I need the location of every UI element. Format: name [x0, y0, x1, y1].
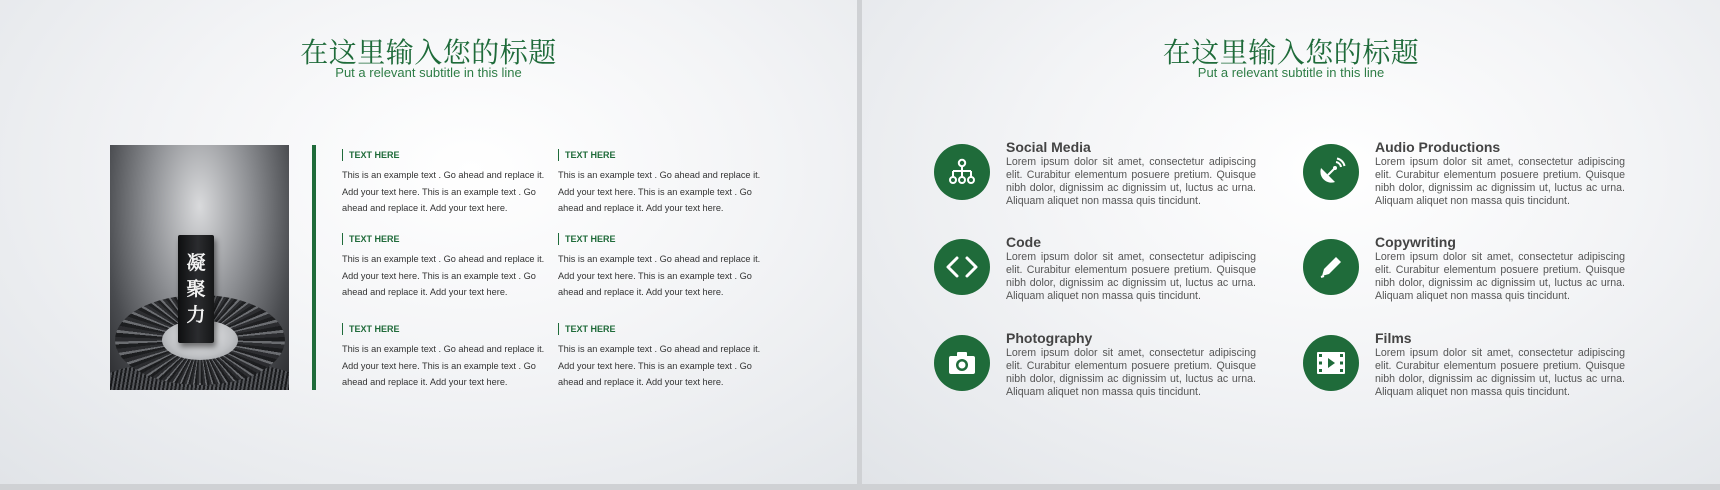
service-description: Lorem ipsum dolor sit amet, consectetur adipiscing elit. Curabitur elementum posuere pretium. Quisque nibh dolor, dignissim ac dignissim ut, luctus ac urna. Aliquam aliquet non massa quis tincidunt.	[1006, 347, 1256, 398]
slide-left	[0, 0, 857, 484]
text-block-body: This is an example text . Go ahead and replace it. Add your text here. This is an example text . Go ahead and replace it. Add your text here.	[558, 254, 761, 297]
service-item	[1303, 234, 1643, 304]
text-block-heading: TEXT HERE	[342, 149, 547, 161]
service-title: Code	[1006, 234, 1041, 250]
text-block-heading: TEXT HERE	[342, 323, 547, 335]
pencil-icon	[1303, 239, 1359, 295]
service-item	[1303, 139, 1643, 209]
magnet-photo	[110, 145, 289, 390]
photo-block	[178, 235, 214, 343]
photo-char: 聚	[186, 278, 206, 300]
service-description: Lorem ipsum dolor sit amet, consectetur adipiscing elit. Curabitur elementum posuere pretium. Quisque nibh dolor, dignissim ac dignissim ut, luctus ac urna. Aliquam aliquet non massa quis tincidunt.	[1006, 251, 1256, 302]
text-block-body: This is an example text . Go ahead and replace it. Add your text here. This is an example text . Go ahead and replace it. Add your text here.	[558, 170, 761, 213]
service-title: Photography	[1006, 330, 1093, 346]
slide-right	[862, 0, 1720, 484]
slide-subtitle: Put a relevant subtitle in this line	[1197, 65, 1385, 80]
text-block	[558, 149, 763, 217]
service-description: Lorem ipsum dolor sit amet, consectetur adipiscing elit. Curabitur elementum posuere pretium. Quisque nibh dolor, dignissim ac dignissim ut, luctus ac urna. Aliquam aliquet non massa quis tincidunt.	[1375, 347, 1625, 398]
text-block-heading: TEXT HERE	[558, 149, 763, 161]
service-item	[934, 234, 1274, 304]
accent-bar	[312, 145, 316, 390]
service-title: Social Media	[1006, 139, 1091, 155]
photo-char: 力	[186, 304, 206, 326]
text-block-body: This is an example text . Go ahead and replace it. Add your text here. This is an example text . Go ahead and replace it. Add your text here.	[558, 344, 761, 387]
text-block	[342, 233, 547, 301]
text-block	[342, 149, 547, 217]
network-icon	[934, 144, 990, 200]
satellite-dish-icon	[1303, 144, 1359, 200]
text-block-heading: TEXT HERE	[558, 323, 763, 335]
text-block-body: This is an example text . Go ahead and replace it. Add your text here. This is an example text . Go ahead and replace it. Add your text here.	[342, 254, 545, 297]
text-block	[342, 323, 547, 391]
film-icon	[1303, 335, 1359, 391]
service-title: Films	[1375, 330, 1412, 346]
slide-title: 在这里输入您的标题	[300, 36, 557, 69]
service-description: Lorem ipsum dolor sit amet, consectetur adipiscing elit. Curabitur elementum posuere pretium. Quisque nibh dolor, dignissim ac dignissim ut, luctus ac urna. Aliquam aliquet non massa quis tincidunt.	[1375, 156, 1625, 207]
text-block-heading: TEXT HERE	[342, 233, 547, 245]
text-block	[558, 323, 763, 391]
text-block-body: This is an example text . Go ahead and replace it. Add your text here. This is an example text . Go ahead and replace it. Add your text here.	[342, 344, 545, 387]
service-title: Copywriting	[1375, 234, 1456, 250]
service-description: Lorem ipsum dolor sit amet, consectetur adipiscing elit. Curabitur elementum posuere pretium. Quisque nibh dolor, dignissim ac dignissim ut, luctus ac urna. Aliquam aliquet non massa quis tincidunt.	[1006, 156, 1256, 207]
photo-char: 凝	[186, 252, 206, 274]
service-description: Lorem ipsum dolor sit amet, consectetur adipiscing elit. Curabitur elementum posuere pretium. Quisque nibh dolor, dignissim ac dignissim ut, luctus ac urna. Aliquam aliquet non massa quis tincidunt.	[1375, 251, 1625, 302]
camera-icon	[934, 335, 990, 391]
text-block-body: This is an example text . Go ahead and replace it. Add your text here. This is an example text . Go ahead and replace it. Add your text here.	[342, 170, 545, 213]
service-item	[934, 139, 1274, 209]
service-title: Audio Productions	[1375, 139, 1501, 155]
text-block-heading: TEXT HERE	[558, 233, 763, 245]
service-item	[1303, 330, 1643, 400]
slide-title: 在这里输入您的标题	[1162, 36, 1420, 69]
service-item	[934, 330, 1274, 400]
slide-subtitle: Put a relevant subtitle in this line	[335, 65, 522, 80]
code-icon	[934, 239, 990, 295]
text-block	[558, 233, 763, 301]
